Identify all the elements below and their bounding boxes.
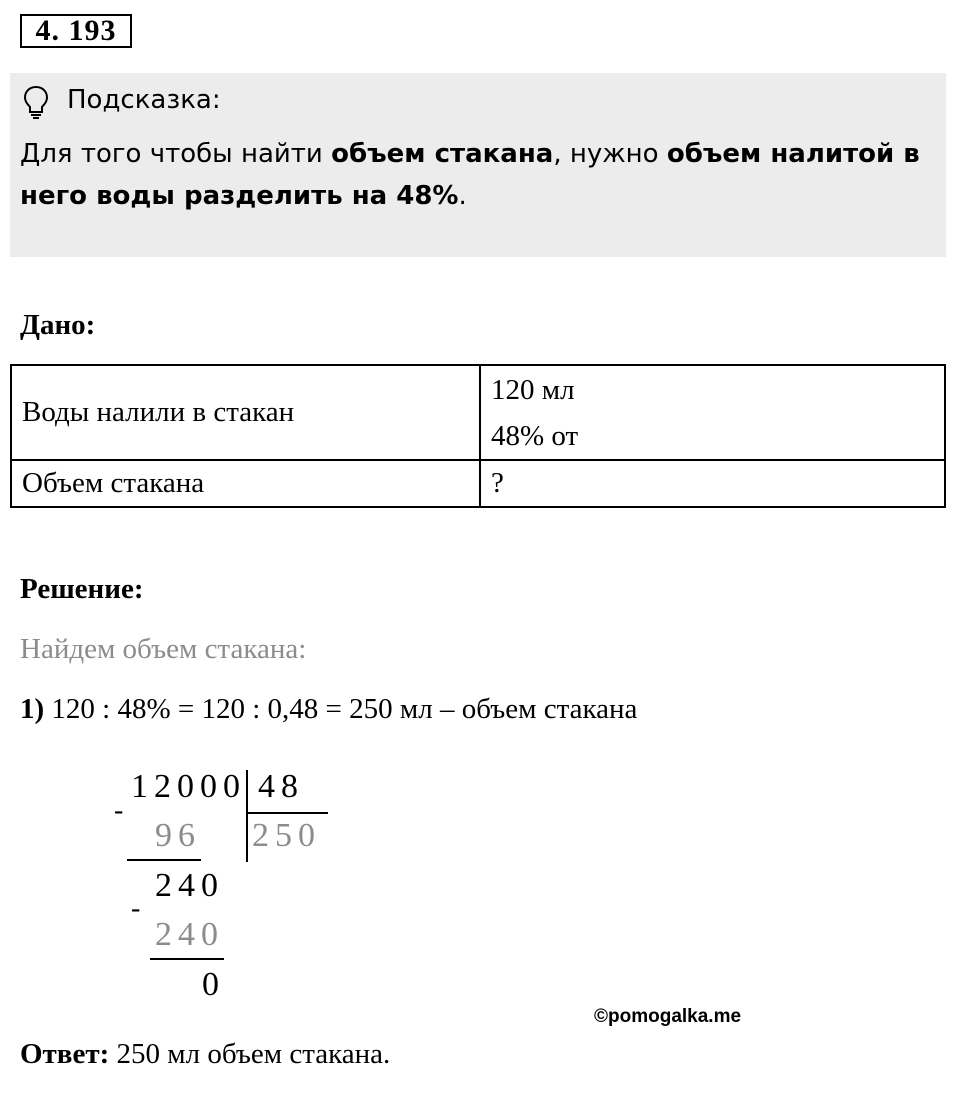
ld-divider-horizontal <box>248 812 328 814</box>
hint-box <box>10 73 946 257</box>
ld-divider-vertical <box>246 770 248 862</box>
given-label: Объем стакана <box>11 460 480 507</box>
given-label: Воды налили в стакан <box>11 365 480 460</box>
table-row <box>11 460 945 507</box>
given-value-line: 120 мл <box>491 373 575 406</box>
hint-text: Для того чтобы найти объем стакана, нужно объем налитой в него воды разделить на 48%. <box>20 139 920 211</box>
ld-subtrahend: 240 <box>155 916 224 953</box>
solution-step: 1) 120 : 48% = 120 : 0,48 = 250 мл – объем стакана <box>20 693 638 725</box>
given-value: ? <box>480 460 945 507</box>
given-table <box>10 364 946 508</box>
task-number: 4. 193 <box>20 14 132 48</box>
ld-minus-sign: - <box>114 795 124 826</box>
given-value <box>480 365 945 460</box>
ld-quotient: 250 <box>252 817 321 854</box>
given-heading: Дано: <box>20 309 96 341</box>
ld-minus-sign: - <box>131 893 141 924</box>
ld-underline <box>150 958 224 960</box>
ld-remainder: 240 <box>155 867 224 904</box>
ld-subtrahend: 96 <box>155 817 201 854</box>
hint-title: Подсказка: <box>67 85 221 115</box>
ld-dividend: 12000 <box>131 768 246 805</box>
watermark: ©pomogalka.me <box>594 1006 742 1027</box>
answer: Ответ: 250 мл объем стакана. <box>20 1038 391 1070</box>
solution-intro: Найдем объем стакана: <box>20 633 307 665</box>
solution-heading: Решение: <box>20 573 144 605</box>
table-row <box>11 365 945 460</box>
given-value-line: 48% от <box>491 419 579 452</box>
ld-divisor: 48 <box>258 768 304 805</box>
ld-underline <box>127 859 201 861</box>
lightbulb-icon <box>22 85 50 119</box>
ld-remainder: 0 <box>202 966 225 1003</box>
